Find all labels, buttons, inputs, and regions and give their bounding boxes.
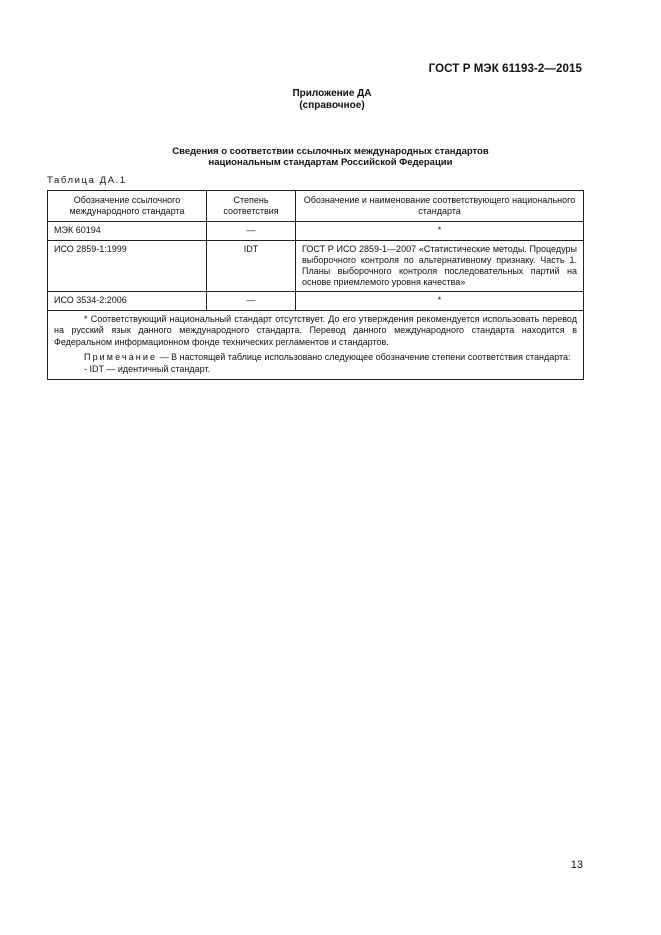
table-row	[48, 292, 584, 310]
footnote: * Соответствующий национальный стандарт отсутствует. До его утверждения рекомендуется использовать перевод на русский язык данного международного стандарта. Перевод данного международного стандарта находится в Федеральном информационном фонде технических регламентов и стандартов.	[54, 313, 577, 347]
cell-standard: ИСО 2859-1:1999	[48, 240, 207, 292]
page-number: 13	[570, 859, 583, 871]
annex-title: Приложение ДА	[292, 88, 372, 99]
header-cell-standard: Обозначение ссылочного международного стандарта	[48, 191, 207, 222]
section-title-line1: Сведения о соответствии ссылочных международных стандартов	[172, 146, 489, 157]
note	[54, 352, 577, 364]
correspondence-table	[47, 190, 584, 380]
table-notes-row	[48, 310, 584, 379]
cell-national: *	[296, 292, 584, 310]
cell-degree: —	[207, 222, 296, 240]
cell-degree: IDT	[207, 240, 296, 292]
cell-standard: ИСО 3534-2:2006	[48, 292, 207, 310]
annex-heading	[0, 88, 661, 112]
table-header-row	[48, 191, 584, 222]
section-title	[0, 146, 661, 168]
cell-national: *	[296, 222, 584, 240]
section-title-line2: национальным стандартам Российской Федерации	[208, 157, 453, 168]
table-row	[48, 240, 584, 292]
table-row	[48, 222, 584, 240]
header-cell-degree: Степень соответствия	[207, 191, 296, 222]
table-notes	[48, 310, 584, 379]
table-label: Таблица ДА.1	[47, 175, 127, 186]
annex-subtitle: (справочное)	[299, 100, 365, 111]
note-item: - IDT — идентичный стандарт.	[84, 364, 211, 374]
cell-degree: —	[207, 292, 296, 310]
cell-national: ГОСТ Р ИСО 2859-1—2007 «Статистические методы. Процедуры выборочного контроля по альтернативному признаку. Часть 1. Планы выборочного контроля последовательных партий на основе приемлемого уровня качества»	[296, 240, 584, 292]
document-code: ГОСТ Р МЭК 61193-2—2015	[428, 63, 582, 75]
cell-standard: МЭК 60194	[48, 222, 207, 240]
note-text: — В настоящей таблице использовано следующее обозначение степени соответствия стандарта:	[157, 352, 571, 363]
note-label: Примечание	[84, 352, 158, 363]
header-cell-national: Обозначение и наименование соответствующего национального стандарта	[296, 191, 584, 222]
